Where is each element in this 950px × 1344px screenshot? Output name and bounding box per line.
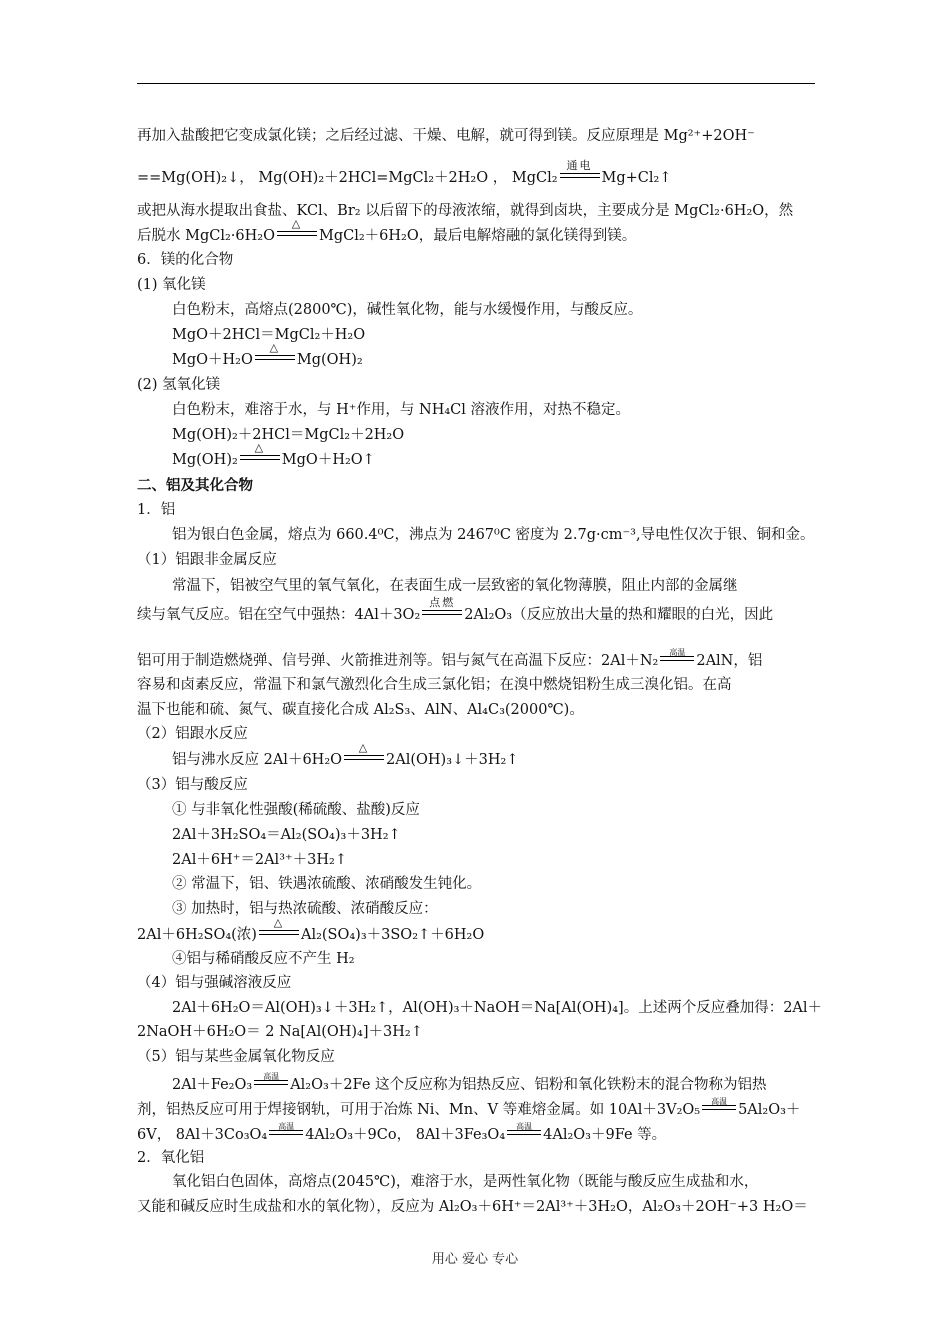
condition-label: △	[291, 217, 303, 230]
subsection-heading: （3）铝与酸反应	[137, 777, 248, 793]
equal-bars	[255, 355, 295, 360]
equal-bars	[254, 1080, 288, 1085]
equation-line	[137, 916, 485, 945]
heat-condition	[344, 741, 384, 762]
section-heading: 1．铝	[137, 502, 176, 518]
text-line: ④铝与稀硝酸反应不产生 H₂	[172, 951, 355, 967]
condition-label: △	[273, 916, 285, 929]
ignite-condition	[422, 596, 462, 617]
text-segment: Mg+Cl₂↑	[601, 170, 672, 186]
equal-bars	[507, 1130, 541, 1135]
text-segment: 2Al(OH)₃↓＋3H₂↑	[386, 752, 519, 768]
condition-label: 高温	[711, 1097, 728, 1106]
subsection-heading: （1）铝跟非金属反应	[137, 552, 277, 568]
equal-bars	[560, 173, 600, 178]
text-segment: 铝可用于制造燃烧弹、信号弹、火箭推进剂等。铝与氮气在高温下反应：2Al＋N₂	[137, 653, 659, 669]
text-segment: 铝与沸水反应 2Al＋6H₂O	[172, 752, 343, 768]
equal-bars	[422, 610, 462, 615]
equation-line: Mg(OH)₂＋2HCl＝MgCl₂＋2H₂O	[172, 427, 405, 443]
text-segment: 4Al₂O₃＋9Co， 8Al＋3Fe₃O₄	[305, 1127, 506, 1143]
equation-line: 2Al＋3H₂SO₄＝Al₂(SO₄)₃＋3H₂↑	[172, 827, 401, 843]
condition-label: 高温	[278, 1122, 295, 1131]
text-line: 铝为银白色金属，熔点为 660.4⁰C，沸点为 2467⁰C 密度为 2.7g·cm⁻³,导电性仅次于银、铜和金。	[172, 527, 815, 543]
high-temp-condition	[269, 1122, 303, 1137]
text-line: 又能和碱反应时生成盐和水的氧化物），反应为 Al₂O₃＋6H⁺＝2Al³⁺＋3H₂O，Al₂O₃＋2OH⁻+3 H₂O＝	[137, 1199, 808, 1215]
equation-line	[172, 1072, 767, 1095]
heat-condition	[277, 217, 317, 238]
text-line: 白色粉末，高熔点(2800℃)，碱性氧化物，能与水缓慢作用，与酸反应。	[172, 302, 643, 318]
text-segment: MgO＋H₂O↑	[281, 452, 375, 468]
heat-condition	[259, 916, 299, 937]
subsection-heading: (1) 氧化镁	[137, 277, 206, 293]
equal-bars	[277, 231, 317, 236]
equation-line	[172, 741, 519, 770]
text-segment: 2AlN，铝	[696, 653, 763, 669]
equal-bars	[344, 755, 384, 760]
text-line: 白色粉末，难溶于水，与 H⁺作用，与 NH₄Cl 溶液作用，对热不稳定。	[172, 402, 631, 418]
text-segment: Mg(OH)₂	[172, 452, 238, 468]
text-segment: Al₂O₃＋2Fe 这个反应称为铝热反应、铝粉和氧化铁粉末的混合物称为铝热	[290, 1077, 767, 1093]
header-rule	[137, 83, 815, 84]
equal-bars	[269, 1130, 303, 1135]
chapter-heading: 二、铝及其化合物	[137, 477, 253, 494]
heat-condition	[240, 441, 280, 462]
equation-line	[137, 596, 774, 625]
condition-label: 高温	[669, 648, 686, 657]
text-segment: 续与氧气反应。铝在空气中强热：4Al＋3O₂	[137, 607, 421, 623]
equation-line: 2NaOH＋6H₂O＝ 2 Na[Al(OH)₄]＋3H₂↑	[137, 1024, 423, 1040]
equal-bars	[702, 1105, 736, 1110]
text-segment: 4Al₂O₃＋9Fe 等。	[543, 1127, 667, 1143]
text-segment: 剂，铝热反应可用于焊接钢轨，可用于冶炼 Ni、Mn、V 等难熔金属。如 10Al＋3V₂O₅	[137, 1102, 701, 1118]
text-segment: 2Al₂O₃（反应放出大量的热和耀眼的白光，因此	[464, 607, 774, 623]
text-line: ③ 加热时，铝与热浓硫酸、浓硝酸反应：	[172, 901, 438, 917]
equation-line	[172, 441, 375, 470]
text-line: 再加入盐酸把它变成氯化镁；之后经过滤、干燥、电解，就可得到镁。反应原理是 Mg²⁺+2OH⁻	[137, 128, 755, 144]
condition-label: △	[358, 741, 370, 754]
equal-bars	[660, 656, 694, 661]
subsection-heading: （4）铝与强碱溶液反应	[137, 975, 292, 991]
equation-line	[137, 1122, 667, 1145]
equation-line: MgO＋2HCl＝MgCl₂＋H₂O	[172, 327, 366, 343]
text-segment: 后脱水 MgCl₂·6H₂O	[137, 228, 275, 244]
equation-line	[137, 648, 763, 671]
text-segment: 2Al＋Fe₂O₃	[172, 1077, 253, 1093]
text-segment: 5Al₂O₃＋	[738, 1102, 801, 1118]
equal-bars	[259, 930, 299, 935]
text-segment: 2Al＋6H₂SO₄(浓)	[137, 927, 257, 943]
electrolysis-condition	[560, 159, 600, 180]
equation-line: 2Al＋6H⁺＝2Al³⁺＋3H₂↑	[172, 852, 347, 868]
text-segment: MgO＋H₂O	[172, 352, 253, 368]
text-segment: 6V， 8Al＋3Co₃O₄	[137, 1127, 268, 1143]
condition-label: 高温	[516, 1122, 533, 1131]
text-segment: ==Mg(OH)₂↓， Mg(OH)₂＋2HCl=MgCl₂＋2H₂O ， MgCl₂	[137, 170, 558, 186]
equation-line	[172, 341, 363, 370]
text-line: 或把从海水提取出食盐、KCl、Br₂ 以后留下的母液浓缩，就得到卤块，主要成分是 MgCl₂·6H₂O，然	[137, 203, 794, 219]
section-heading: 2．氧化铝	[137, 1150, 205, 1166]
text-segment: Al₂(SO₄)₃＋3SO₂↑＋6H₂O	[300, 927, 485, 943]
equation-line: 2Al＋6H₂O＝Al(OH)₃↓＋3H₂↑，Al(OH)₃＋NaOH＝Na[Al(OH)₄]。上述两个反应叠加得：2Al＋	[172, 1000, 823, 1016]
text-segment: Mg(OH)₂	[296, 352, 363, 368]
high-temp-condition	[660, 648, 694, 663]
high-temp-condition	[507, 1122, 541, 1137]
section-heading: 6．镁的化合物	[137, 252, 234, 268]
equation-line	[137, 1097, 801, 1120]
condition-label: 通电	[566, 159, 593, 172]
text-line: 容易和卤素反应，常温下和氯气激烈化合生成三氯化铝；在溴中燃烧铝粉生成三溴化铝。在高	[137, 677, 732, 693]
subsection-heading: (2) 氢氧化镁	[137, 377, 221, 393]
text-line: 温下也能和硫、氮气、碳直接化合成 Al₂S₃、AlN、Al₄C₃(2000℃)。	[137, 702, 584, 718]
text-line: ② 常温下，铝、铁遇浓硫酸、浓硝酸发生钝化。	[172, 876, 482, 892]
text-segment: MgCl₂＋6H₂O，最后电解熔融的氯化镁得到镁。	[318, 228, 637, 244]
equation-line	[137, 159, 672, 188]
equal-bars	[240, 455, 280, 460]
condition-label: 点燃	[429, 596, 456, 609]
text-line: ① 与非氧化性强酸(稀硫酸、盐酸)反应	[172, 802, 420, 818]
condition-label: △	[269, 341, 281, 354]
high-temp-condition	[702, 1097, 736, 1112]
condition-label: △	[254, 441, 266, 454]
high-temp-condition	[254, 1072, 288, 1087]
text-line: 常温下，铝被空气里的氧气氧化，在表面生成一层致密的氧化物薄膜，阻止内部的金属继	[172, 578, 738, 594]
subsection-heading: （2）铝跟水反应	[137, 726, 248, 742]
text-line: 氧化铝白色固体，高熔点(2045℃)，难溶于水，是两性氧化物（既能与酸反应生成盐和水，	[172, 1174, 759, 1190]
heat-condition	[255, 341, 295, 362]
condition-label: 高温	[263, 1072, 280, 1081]
page-footer: 用心 爱心 专心	[431, 1252, 519, 1267]
subsection-heading: （5）铝与某些金属氧化物反应	[137, 1049, 335, 1065]
equation-line	[137, 217, 637, 246]
